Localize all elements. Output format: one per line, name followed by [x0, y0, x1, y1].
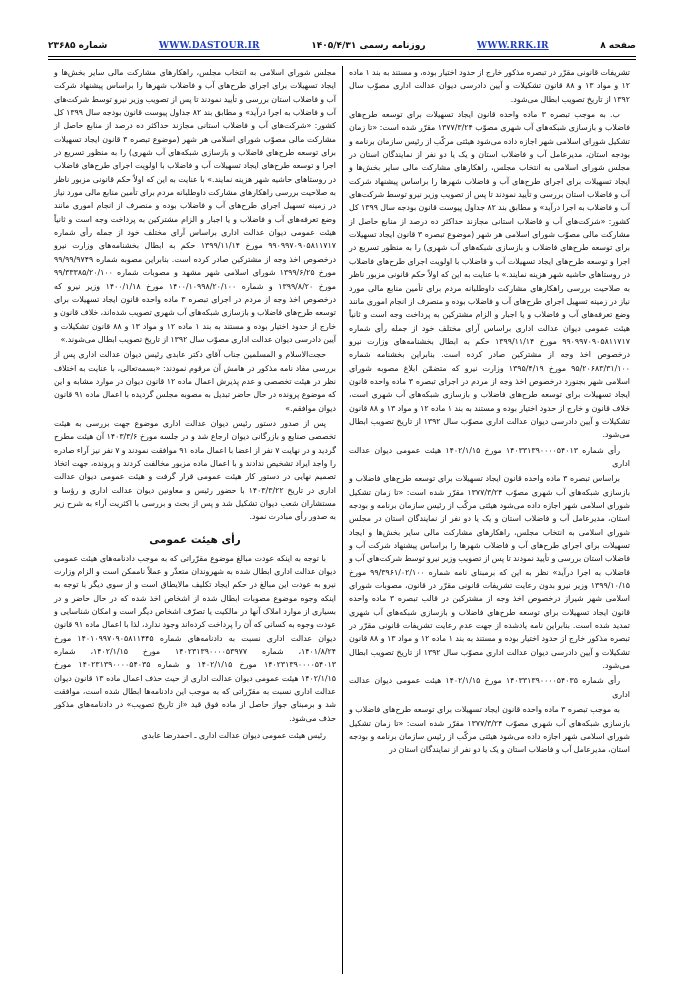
ruling-reference: رأی شماره ۱۴۰۳۳۱۳۹۰۰۰۰۵۴۰۳۵ مورخ ۱۴۰۲/۱/۱۵ هیئت عمومی دیوان عدالت اداری — [349, 676, 630, 699]
header-divider — [48, 56, 636, 57]
signature-line: رئیس هیئت عمومی دیوان عدالت اداری ـ احمدرضا عابدی — [141, 731, 326, 741]
ruling-reference: رأی شماره ۱۴۰۳۳۱۳۹۰۰۰۰۵۴۰۱۳ مورخ ۱۴۰۲/۱/۱۵ هیئت عمومی دیوان عدالت اداری — [349, 445, 630, 468]
paragraph: با توجه به اینکه عودت مبالغ موضوع مقرّراتی که به موجب دادنامه‌های هیئت عمومی دیوان عدالت اداری ابطال شده به شهروندان متعذّر و عملاً ناممکن است و الزام وزارت نیرو به عودت این مبالغ در حکم ایجاد تکلیف مالایطاق است و از سوی دیگر با توجه به اینکه وجوه موضوع مصوبات ابطال شده از اشخاص اخذ شده که در حال حاضر و در بسیاری از موارد املاک آنها در مالکیت یا تصرّف اشخاص دیگر است و امکان شناسایی و عودت وجوه به کسانی که آن را پرداخت کرده‌اند وجود ندارد، لذا با اعمال ماده ۹۱ قانون دیوان عدالت اداری نسبت به دادنامه‌های شماره ۱۴۰۱۰۹۹۷۰۹۰۵۸۱۱۴۴۵ مورخ ۱۴۰۱/۸/۲۴، شماره ۱۴۰۲۳۱۳۹۰۰۰۰۵۳۹۷۷ مورخ ۱۴۰۲/۱/۱۵، شماره ۱۴۰۲۳۱۳۹۰۰۰۰۵۴۰۱۳ مورخ ۱۴۰۲/۱/۱۵ و شماره ۱۴۰۲۳۱۳۹۰۰۰۰۵۴۰۳۵ مورخ ۱۴۰۲/۱/۱۵ هیئت عمومی دیوان عدالت اداری از حیث حذف اعمال ماده ۱۳ قانون دیوان عدالت اداری نسبت به مقرّراتی که به موجب این دادنامه‌ها ابطال شده است، موافقت شد و برمبنای جواز حاصل از ماده فوق قید «از تاریخ تصویب» در دادنامه‌های مذکور حذف می‌شود. — [54, 553, 337, 723]
paragraph: تشریفات قانونی مقرّر در تبصره مذکور خارج از حدود اختیار بوده، و مستند به بند ۱ ماده ۱۲ و مواد ۱۳ و ۸۸ قانون تشکیلات و آیین دادرسی دیوان عدالت اداری مصوّب سال ۱۳۹۲ از تاریخ تصویب ابطال می‌شود. — [349, 68, 630, 104]
text-columns — [48, 66, 636, 974]
paragraph: مجلس شورای اسلامی به انتخاب مجلس، راهکارهای مشارکت مالی سایر بخش‌ها و ایجاد تسهیلات برای اجرای طرح‌های آب و فاضلاب شهرها را براساس پیشنهاد شرکت آب و فاضلاب استان بررسی و تأیید نمودند تا پس از تصویب وزیر نیرو توسط شرکت‌های آب و فاضلاب به اجرا درآید» و مطابق بند ۸۲ جداول پیوست قانون بودجه سال ۱۳۹۹ کل کشور: «شرکت‌های آب و فاضلاب استانی مجازند حداکثر ده درصد از منابع حاصل از مشارکت مالی مصوّب شورای اسلامی هر شهر (موضوع تبصره ۳ قانون ایجاد تسهیلات برای توسعه طرح‌های فاضلاب و بازسازی شبکه‌های آب شهری) را به منظور تسریع در اجرا و توسعه طرح‌های ایجاد تسهیلات آب و فاضلاب با اولویت اجرای طرح‌های فاضلاب در روستاهای حاشیه شهر هزینه نمایند.» با عنایت به این که اولاً حکم قانونی مزبور ناظر به صلاحیت بررسی راهکارهای مشارکت داوطلبانه مردم برای تأمین منابع مالی مورد نیاز در زمینه تسهیل اجرای طرح‌های آب و فاضلاب بوده و منصرف از انجام اموری مانند وضع تعرفه‌های آب و فاضلاب و یا اجبار و الزام مشترکین به پرداخت وجه است و ثانیاً هیئت عمومی دیوان عدالت اداری براساس آرای مختلف خود از جمله رأی شماره ۹۹۰۹۹۷۰۹۰۵۸۱۱۷۱۷ مورخ ۱۳۹۹/۱۱/۱۴ حکم به ابطال بخشنامه‌های وزارت نیرو درخصوص اخذ وجه از مشترکین صادر کرده است. بنابراین مصوبه شماره ۹۹/۹۹/۹۷۴۹ مورخ ۱۳۹۹/۶/۲۵ شورای اسلامی شهر مشهد و مصوبات شماره ۹۹/۳۳۳۸۵/۲۰/۱۰۰ مورخ ۱۳۹۹/۸/۲۰ و شماره ۱۴۰۰/۱۰۹۹۸/۲۰/۱۰۰ مورخ ۱۴۰۰/۱/۱۸ وزیر نیرو که درخصوص اخذ وجه از مردم در اجرای تبصره ۳ ماده واحده قانون ایجاد تسهیلات برای توسعه طرح‌های فاضلاب و بازسازی شبکه‌های آب شهری تصویب شده‌اند، خلاف قانون و خارج از حدود اختیار بوده و مستند به بند ۱ ماده ۱۲ و مواد ۱۳ و ۸۸ قانون تشکیلات و آیین دادرسی دیوان عدالت اداری مصوّب سال ۱۳۹۲ از تاریخ تصویب ابطال می‌شوند.» — [54, 68, 336, 344]
paragraph: به موجب تبصره ۳ ماده واحده قانون ایجاد تسهیلات برای توسعه طرح‌های فاضلاب و بازسازی شبکه‌های آب شهری مصوّب ۱۳۷۷/۳/۲۴ مقرّر شده است: «تا زمان تشکیل شورای اسلامی شهر اجازه داده می‌شود هیئتی مرکّب از رئیس سازمان برنامه و بودجه استان، مدیرعامل آب و فاضلاب استان و یک یا دو نفر از نمایندگان استان در — [349, 705, 631, 755]
left-column — [48, 66, 342, 974]
page-number: صفحه ۸ — [600, 41, 636, 51]
page-header — [48, 38, 636, 54]
right-column — [342, 66, 636, 974]
paragraph: پس از صدور دستور رئیس دیوان عدالت اداری موضوع جهت بررسی به هیئت تخصصی صنایع و بازرگانی دیوان ارجاع شد و در جلسه مورخ ۱۴۰۳/۳/۶ آن هیئت مطرح گردید و در نهایت ۷ نفر از اعضا با اعمال ماده ۹۱ موافقت نمودند و ۷ نفر نیز آراء صادره را واجد ایراد تشخیص ندادند و با اعمال ماده مزبور مخالفت کردند و پرونده، جهت اتخاذ تصمیم نهایی در دستور کار هیئت عمومی قرار گرفت و هیئت عمومی دیوان عدالت اداری در تاریخ ۱۴۰۳/۳/۲۲ با حضور رئیس و معاونین دیوان عدالت اداری و رؤسا و مستشاران شعب دیوان تشکیل شد و پس از بحث و بررسی با اکثریت آراء به شرح زیر به صدور رأی مبادرت نمود. — [54, 418, 336, 522]
issue-number: شماره ۲۳۶۸۵ — [48, 41, 108, 51]
rrk-link[interactable]: WWW.RRK.IR — [477, 41, 549, 51]
section-title: رأی هیئت عمومی — [149, 533, 241, 546]
paragraph: حجت‌الاسلام و المسلمین جناب آقای دکتر عابدی رئیس دیوان عدالت اداری پس از بررسی مفاد نامه مذکور در هامش آن مرقوم نمودند: «بسمه‌تعالی، با عنایت به اختلاف نظر در هیئت تخصصی و عدم پذیرش اعمال ماده ۱۲ قانون دیوان در موارد مشابه و این که موضوع پرونده در حال حاضر تبدیل به مصوبه مجلس گردیده با اعمال ماده ۹۱ قانون دیوان موافقم.» — [54, 350, 337, 413]
gazette-date: روزنامه رسمی ۱۴۰۵/۴/۳۱ — [311, 41, 426, 51]
paragraph: براساس تبصره ۳ ماده واحده قانون ایجاد تسهیلات برای توسعه طرح‌های فاضلاب و بازسازی شبکه‌های آب شهری مصوّب ۱۳۷۷/۳/۲۴ مقرّر شده است: «تا زمان تشکیل شورای اسلامی شهر اجازه داده می‌شود هیئتی مرکّب از رئیس سازمان برنامه و بودجه استان، مدیرعامل آب و فاضلاب استان و یک یا دو نفر از نمایندگان استان در مجلس شورای اسلامی به انتخاب مجلس، راهکارهای مشارکت مالی سایر بخش‌ها و ایجاد تسهیلات برای اجرای طرح‌های آب و فاضلاب شهرها را براساس پیشنهاد شرکت آب و فاضلاب استان بررسی و تأیید نمودند تا پس از تصویب وزیر نیرو توسط شرکت‌های آب و فاضلاب به اجرا درآید» نظر به این که برمبنای نامه شماره ۹۹/۳۹۶۱/۰۲/۱۰۰ مورخ ۱۳۹۹/۱۰/۱۵ وزیر نیرو بدون رعایت تشریفات قانونی مقرّر در قانون، مصوبات شورای اسلامی شهر شیراز درخصوص اخذ وجه از مشترکین در قالب تبصره ۳ ماده واحده قانون ایجاد تسهیلات برای توسعه طرح‌های فاضلاب و بازسازی شبکه‌های آب شهری تمدید شده است. بنابراین نامه یادشده از جهت عدم رعایت تشریفات قانونی مقرّر در تبصره مذکور خارج از حدود اختیار بوده و مستند به بند ۱ ماده ۱۲ و مواد ۱۳ و ۸۸ قانون تشکیلات و آیین دادرسی دیوان عدالت اداری مصوّب سال ۱۳۹۲ از تاریخ تصویب ابطال می‌شود. — [349, 474, 631, 671]
dastour-link[interactable]: WWW.DASTOUR.IR — [158, 41, 260, 51]
paragraph: ب. به موجب تبصره ۳ ماده واحده قانون ایجاد تسهیلات برای توسعه طرح‌های فاضلاب و بازسازی شبکه‌های آب شهری مصوّب ۱۳۷۷/۳/۲۴ مقرّر شده است: «تا زمان تشکیل شورای اسلامی شهر اجازه داده می‌شود هیئتی مرکّب از رئیس سازمان برنامه و بودجه استان، مدیرعامل آب و فاضلاب استان و یک یا دو نفر از نمایندگان استان در مجلس شورای اسلامی به انتخاب مجلس، راهکارهای مشارکت مالی سایر بخش‌ها و ایجاد تسهیلات برای اجرای طرح‌های آب و فاضلاب شهرها را براساس پیشنهاد شرکت آب و فاضلاب استان بررسی و تأیید نمودند تا پس از تصویب وزیر نیرو توسط شرکت‌های آب و فاضلاب به اجرا درآید» و مطابق بند ۸۲ جداول پیوست قانون بودجه سال ۱۳۹۹ کل کشور: «شرکت‌های آب و فاضلاب استانی مجازند حداکثر ده درصد از منابع حاصل از مشارکت مالی مصوّب شورای اسلامی هر شهر (موضوع تبصره ۳ قانون ایجاد تسهیلات برای توسعه طرح‌های فاضلاب و بازسازی شبکه‌های آب شهری) را به منظور تسریع در اجرا و توسعه طرح‌های ایجاد تسهیلات آب و فاضلاب با اولویت اجرای طرح‌های فاضلاب در روستاهای حاشیه شهر هزینه نمایند.» با عنایت به این که اولاً حکم قانونی مزبور ناظر به صلاحیت بررسی راهکارهای مشارکت داوطلبانه مردم برای تأمین منابع مالی مورد نیاز در زمینه تسهیل اجرای طرح‌های آب و فاضلاب بوده و منصرف از انجام اموری مانند وضع تعرفه‌های آب و فاضلاب و یا اجبار و الزام مشترکین به پرداخت وجه است و ثانیاً هیئت عمومی دیوان عدالت اداری براساس آرای مختلف خود از جمله رأی شماره ۹۹۰۹۹۷۰۹۰۵۸۱۱۷۱۷ مورخ ۱۳۹۹/۱۱/۱۴ حکم به ابطال بخشنامه‌های وزارت نیرو درخصوص اخذ وجه از مشترکین صادر کرده است. بنابراین بخشنامه شماره ۹۵/۲۰۶۸۳/۳۱/۱۰۰ مورخ ۱۳۹۵/۴/۱۹ وزارت نیرو که متضمّن ابلاغ مصوبه شورای اسلامی شهر بجنورد درخصوص اخذ وجه از مردم در اجرای تبصره ۳ ماده واحده قانون ایجاد تسهیلات برای توسعه طرح‌های فاضلاب و بازسازی شبکه‌های آب شهری است، خلاف قانون و خارج از حدود اختیار بوده و مستند به بند ۱ ماده ۱۲ و مواد ۱۳ و ۸۸ قانون تشکیلات و آیین دادرسی دیوان عدالت اداری مصوّب سال ۱۳۹۲ از تاریخ تصویب ابطال می‌شود. — [349, 110, 631, 440]
header-divider-thin — [48, 59, 636, 60]
